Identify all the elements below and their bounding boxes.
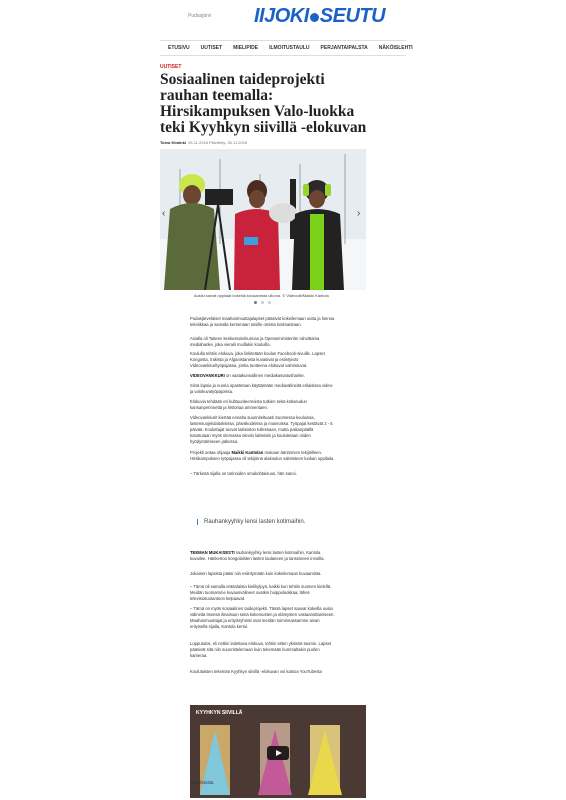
paragraph-after-video[interactable]: tästä linkistä. [190, 780, 215, 785]
paragraph-13: – Tämä on myös sosiaalinen taideprojekti. Tässä lapset saavat kokeilla uusia välineitä itsensä ilmaisuun sekä kokemusten ja elämysten vastaanottamiseen. Maahanmuuttajat ja erityisryhmät ovat meidän toiminnassamme aivan erityisellä sijalla, Kantola kertoi. [190, 606, 335, 629]
article-title: Sosiaalinen taideprojekti rauhan teemalla: Hirsikampuksen Valo-luokka teki Kyyhkyn siivillä -elokuvan [160, 71, 367, 136]
logo-dot-icon [310, 13, 319, 22]
article-section[interactable]: UUTISET [160, 64, 182, 70]
paragraph-14: Lopputulos, eli nettiin laitettava elokuva, tehtiin sitten yksissä tuumin. Lapset pääsivät sitä niin suunnittelemaan kuin tekemään kummaltakin puolen kameraa. [190, 641, 332, 658]
paragraph-1: Pudasjärveläiset maahanmuuttajalapset pääsivät kokeilemaan uutta ja hienoa tekniikkaa ja samalla kertomaan toisille omista kotimaistaan. [190, 316, 335, 327]
paragraph-3: Koululla tehtiin elokuva, joka linkitetään koulun Facebook-sivuille. Lapset Kongosta, Irakista ja Afganistanista kuvasivat ja esiintyivät Videovankkurityöpajassa, jonka tuotteena elokuvat valmistuvat. [190, 351, 325, 368]
article-dates: 26.11.2018 Päivitetty: 26.11.2018 [188, 140, 248, 145]
gallery-dot-3[interactable] [268, 301, 271, 304]
gallery-next-icon[interactable]: › [357, 208, 361, 219]
paragraph-9: – Tärkeää sijalla on tarinoiden omakohtaisuus, hän sanoi. [190, 471, 297, 476]
paragraph-7: Videovankkurit kiertää ennalta suunniteltuasti Suomessa kouluissa, lastensuojelulaitoksissa, päiväkodeissa ja museoissa. Työpajat kestävät 2 - 5 päivää. Kouluttajat tuovat laitteiston tullessaan, mutta paikanpäällä tutustutaan myös olemassa oleviin laitteisiin ja koulutetaan niiden hyödyntämiseen jatkossa. [190, 415, 333, 444]
site-logo[interactable] [254, 5, 385, 28]
person-name: Maikki Kantolan [231, 450, 264, 455]
play-button-icon[interactable] [267, 746, 289, 760]
gallery-dot-2[interactable] [261, 301, 264, 304]
paragraph-text: rauhankyyhky lensi lasten kotimaihin, Kantola kuvailee. Hänkertoo kongolaisten lasten laulaneen ja tanssineen innoilla. [190, 550, 325, 561]
paragraph-lead: VIDEOVANKKURI [190, 373, 225, 378]
paragraph-11: Jokainen lapsista pääsi niin esiintymään kuin kokeilemaan kuvaamista. [190, 571, 322, 576]
nav-item-ilmoitustaulu[interactable]: ILMOITUSTAULU [269, 45, 310, 51]
paragraph-4 [190, 373, 335, 379]
video-title: KYYHKYN SIIVILLÄ [196, 710, 243, 716]
gallery-dot-1[interactable] [254, 301, 257, 304]
author-name[interactable]: Toivo Kiminki [160, 140, 186, 145]
paragraph-12: – Tämä oli samalla eräänlaista kielikylpyä, kaikki kun tehtiin suomen kielellä. Meidän tuomamme kuvausvälineet ovatkin huippuluokkaa, lähes televisiotuotantoon kelpaavat. [190, 584, 332, 601]
photo-caption: Aukisi saivat oppilaat kokeilla kuvaamista ulkona. © Videoolit/Maikki Kantola [194, 293, 329, 298]
paragraph-text: Projekti antaa ohjaaja [190, 450, 232, 455]
paragraph-10 [190, 550, 335, 562]
main-nav [160, 40, 413, 56]
logo-text-right: SEUTU [319, 5, 386, 27]
paragraph-5: Siinä lapsia ja nuoria opastetaan käyttämään mediavälineitä erilaisissa video- ja valokuvatyöpajoissa. [190, 383, 334, 394]
paragraph-15: Koululaisten tekemän Kyyhkyn siivillä -elokuvan voi katsoa YouTubesta [190, 669, 322, 674]
gallery-pagination [254, 301, 271, 304]
paragraph-text: mukaan äänitorven tekijöilleen. Hirsikampuksen työpajassa oli tekijöinä alakoulun valmisteen luokan oppilaita. [190, 450, 335, 461]
site-header [0, 0, 566, 38]
pull-quote: Rauhankyyhky lensi lasten kotimaihin. [197, 519, 347, 525]
nav-item-perjantaipalsta[interactable]: PERJANTAIPALSTA [320, 45, 368, 51]
site-supertitle: Pudasjärvi [188, 13, 212, 19]
photo-illustration [160, 149, 366, 290]
paragraph-lead: TEEMAN MUKAISESTI [190, 550, 235, 555]
logo-text-left: IIJOKI [254, 5, 309, 27]
nav-item-uutiset[interactable]: UUTISET [200, 45, 223, 51]
paragraph-2: Asialla oli Taiteen keskustoimikunnan ja Opetusministeriön rahoittama mediahanke, joka vieraili muillakin kouluilla. [190, 336, 320, 347]
nav-item-etusivu[interactable]: ETUSIVU [168, 45, 190, 51]
paragraph-text: on vaatakunnallinen mediakasvatushanke. [224, 373, 305, 378]
article-byline [160, 140, 247, 145]
nav-item-nakoislehti[interactable]: NÄKÖISLEHTI [378, 45, 413, 51]
nav-item-mielipide[interactable]: MIELIPIDE [233, 45, 259, 51]
paragraph-6: Elokuvia tehdään eri kulttuuriteemoista tutkien sekä kotiseudun kansanperinnettä ja historiaa ammentaen. [190, 399, 307, 410]
gallery-prev-icon[interactable]: ‹ [162, 208, 166, 219]
hero-photo[interactable] [160, 149, 366, 290]
paragraph-8 [190, 450, 335, 462]
